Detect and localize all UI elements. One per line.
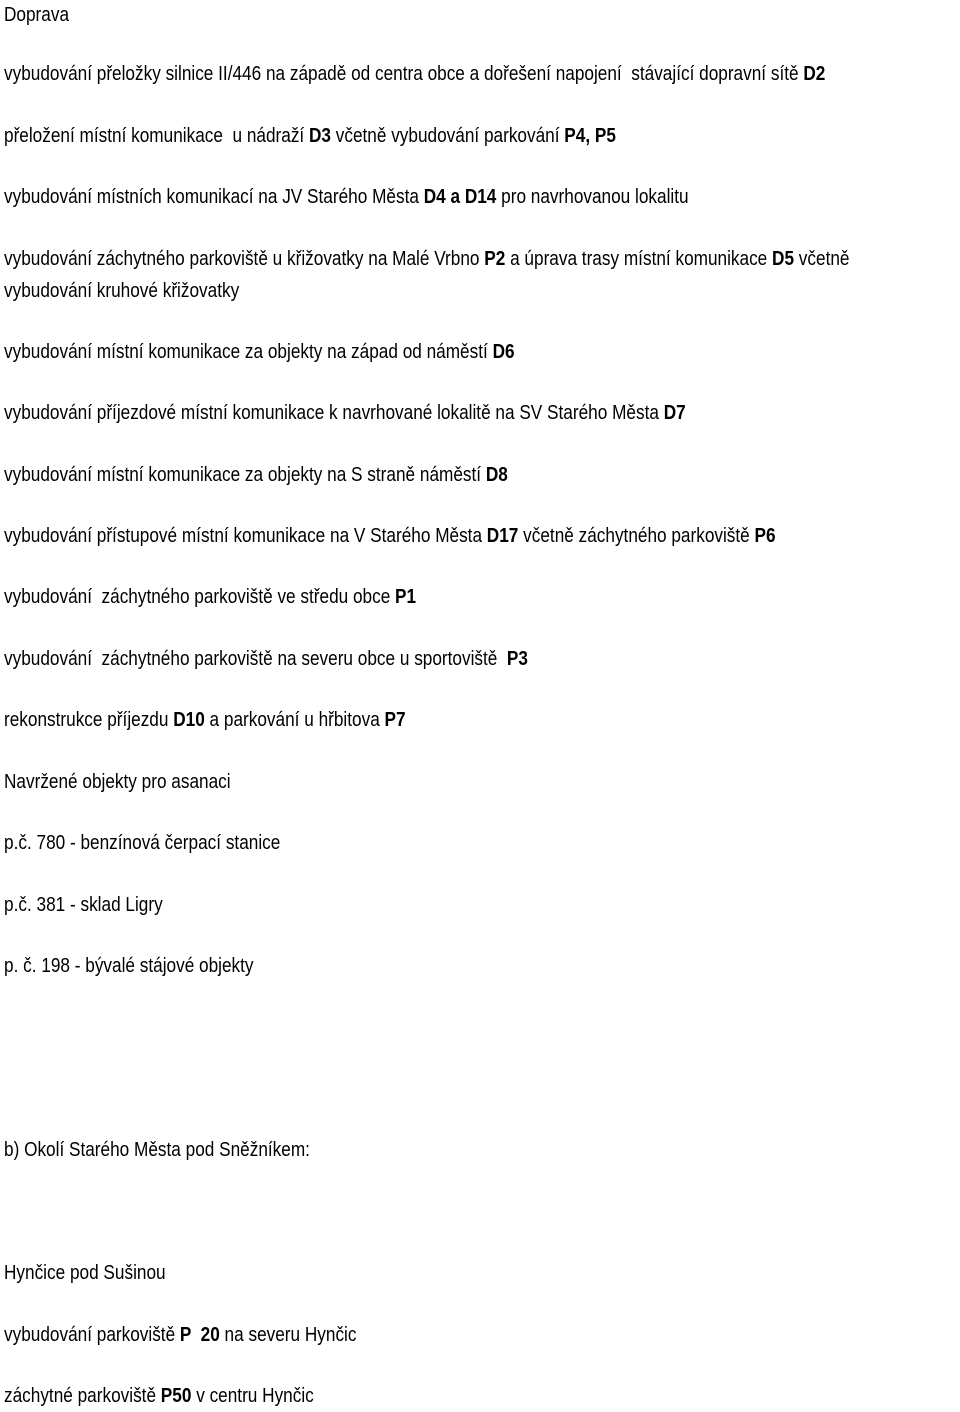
- list-item: [4, 121, 616, 152]
- item-code: D6: [492, 341, 515, 363]
- item-text: vybudování přístupové místní komunikace na V Starého Města: [4, 525, 487, 547]
- item-code: P7: [384, 709, 406, 731]
- item-text: a úprava trasy místní komunikace: [505, 248, 773, 270]
- list-item: [4, 460, 508, 491]
- item-text: a parkování u hřbitova: [204, 709, 385, 731]
- item-code: D7: [663, 402, 686, 424]
- item-text: přeložení místní komunikace u nádraží: [4, 125, 309, 147]
- item-text: včetně záchytného parkoviště: [518, 525, 755, 547]
- list-item: [4, 337, 515, 368]
- item-code: D10: [173, 709, 205, 731]
- section-title: Doprava: [4, 4, 70, 26]
- item-code: D5: [772, 248, 795, 270]
- item-text: vybudování záchytného parkoviště u křižovatky na Malé Vrbno: [4, 248, 485, 270]
- item-text: vybudování místní komunikace za objekty na západ od náměstí: [4, 341, 493, 363]
- list-item: [4, 398, 686, 429]
- list-item: [4, 521, 776, 552]
- item-text: vybudování záchytného parkoviště ve středu obce: [4, 586, 396, 608]
- item-text: v centru Hynčic: [191, 1385, 314, 1407]
- item-code: D4 a D14: [423, 186, 497, 208]
- list-item: [4, 582, 416, 613]
- asanace-item: p.č. 381 - sklad Ligry: [4, 894, 163, 916]
- item-text: vybudování místních komunikací na JV Starého Města: [4, 186, 424, 208]
- list-item: [4, 244, 849, 275]
- item-text: vybudování záchytného parkoviště na severu obce u sportoviště: [4, 648, 507, 670]
- list-item: [4, 1381, 314, 1412]
- item-code: D2: [803, 63, 826, 85]
- item-text: včetně: [794, 248, 850, 270]
- asanace-item: p.č. 780 - benzínová čerpací stanice: [4, 832, 281, 854]
- item-text: záchytné parkoviště: [4, 1385, 161, 1407]
- item-text: vybudování příjezdové místní komunikace k navrhované lokalitě na SV Starého Města: [4, 402, 664, 424]
- item-code: P3: [506, 648, 528, 670]
- item-text: včetně vybudování parkování: [330, 125, 565, 147]
- list-item: [4, 1320, 356, 1351]
- item-text: na severu Hynčic: [219, 1324, 357, 1346]
- item-code: D8: [485, 464, 508, 486]
- asanace-item: p. č. 198 - bývalé stájové objekty: [4, 955, 254, 977]
- list-item-continuation: vybudování kruhové křižovatky: [4, 280, 240, 302]
- item-text: vybudování přeložky silnice II/446 na západě od centra obce a dořešení napojení stávající dopravní sítě: [4, 63, 804, 85]
- section-b-heading: b) Okolí Starého Města pod Sněžníkem:: [4, 1139, 310, 1161]
- item-code: P1: [395, 586, 417, 608]
- item-code: D3: [308, 125, 331, 147]
- item-code: D17: [486, 525, 519, 547]
- item-text: vybudování místní komunikace za objekty na S straně náměstí: [4, 464, 486, 486]
- item-code: P6: [754, 525, 776, 547]
- list-item: [4, 182, 689, 213]
- item-code: P50: [160, 1385, 192, 1407]
- list-item: [4, 705, 406, 736]
- item-code: P 20: [179, 1324, 220, 1346]
- item-code: P4, P5: [564, 125, 616, 147]
- asanace-heading: Navržené objekty pro asanaci: [4, 771, 231, 793]
- item-text: rekonstrukce příjezdu: [4, 709, 174, 731]
- hyncice-heading: Hynčice pod Sušinou: [4, 1262, 166, 1284]
- item-text: pro navrhovanou lokalitu: [496, 186, 689, 208]
- item-code: P2: [484, 248, 506, 270]
- item-text: vybudování parkoviště: [4, 1324, 180, 1346]
- list-item: [4, 644, 528, 675]
- list-item: [4, 59, 825, 90]
